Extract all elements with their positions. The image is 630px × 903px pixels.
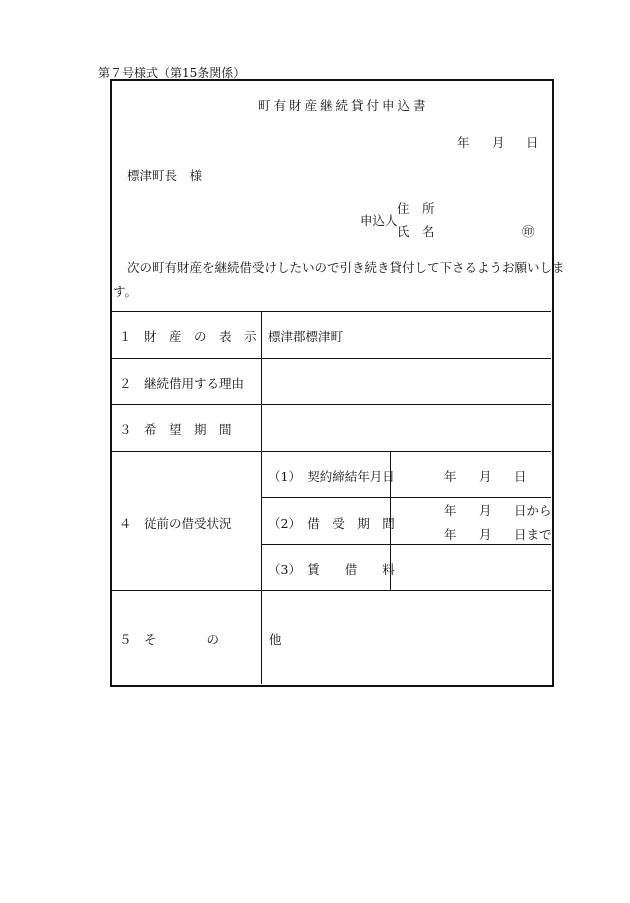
row-divider-2 [111,404,551,405]
body-text-line1: 次の町有財産を継続借受けしたいので引き続き貸付して下さるようお願いしま [127,260,565,275]
label-column-divider [261,311,262,684]
applicant-label: 申込人 [360,213,398,228]
sub-row-divider-2 [261,544,551,545]
row-divider-4 [111,590,551,591]
row4-sub2-from-day: 日から [514,503,552,518]
form-title: 町有財産継続貸付申込書 [258,98,429,113]
row4-label: ４ 従前の借受状況 [119,516,232,531]
row4-sub2-label: （2） 借 受 期 間 [268,516,395,531]
row5-label: ５ そ の 他 [119,632,282,647]
row4-sub1-day: 日 [514,469,527,484]
row4-sub2-to-month: 月 [479,527,492,542]
table-top-border [111,311,551,312]
date-day: 日 [526,135,539,150]
row-divider-3 [111,451,551,452]
date-month: 月 [492,135,505,150]
addressee: 標津町長 様 [127,168,203,183]
row1-label: １ 財 産 の 表 示 [119,329,257,344]
row4-sub2-from-month: 月 [479,503,492,518]
name-label: 氏 名 [397,224,435,239]
row4-sub2-to-year: 年 [444,527,457,542]
row4-sub2-to-day: 日まで [514,527,552,542]
sub-row-divider-1 [261,497,551,498]
row4-sub1-year: 年 [444,469,457,484]
body-text-line2: す。 [113,284,138,299]
row4-sub1-month: 月 [479,469,492,484]
row1-value: 標津郡標津町 [268,329,344,344]
row3-label: ３ 希 望 期 間 [119,422,232,437]
form-number-label: 第７号様式（第15条関係） [98,66,246,80]
address-label: 住 所 [397,201,435,216]
date-year: 年 [457,135,470,150]
row2-label: ２ 継続借用する理由 [119,376,245,391]
row4-sub3-label: （3） 賃 借 料 [268,562,395,577]
row-divider-1 [111,358,551,359]
seal-mark: ㊞ [522,224,535,239]
row4-sub2-from-year: 年 [444,503,457,518]
row4-sub1-label: （1） 契約締結年月日 [268,469,395,484]
